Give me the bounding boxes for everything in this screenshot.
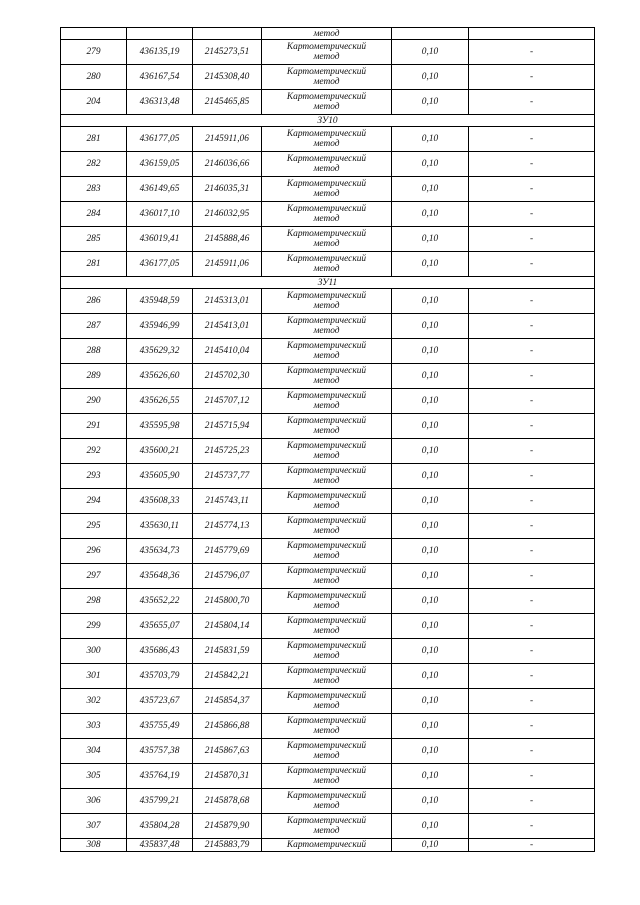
- cell-accuracy: 0,10: [392, 289, 469, 314]
- cell-accuracy: 0,10: [392, 314, 469, 339]
- method-line-2: метод: [313, 264, 340, 274]
- method-line-2: метод: [313, 451, 340, 461]
- cell-method: [262, 489, 392, 514]
- cell-method: [262, 714, 392, 739]
- cell-extra: -: [469, 689, 595, 714]
- cell-point-number: 296: [61, 539, 127, 564]
- cell-y: 2146035,31: [193, 177, 262, 202]
- method-line-2: метод: [313, 401, 340, 411]
- cell-accuracy: 0,10: [392, 364, 469, 389]
- cell-extra: -: [469, 464, 595, 489]
- cell-extra: -: [469, 589, 595, 614]
- cell-point-number: 301: [61, 664, 127, 689]
- method-line-2: метод: [313, 301, 340, 311]
- cell-x: 435629,32: [127, 339, 193, 364]
- cell-point-number: 291: [61, 414, 127, 439]
- method-line-1: Картометрический: [286, 791, 367, 801]
- section-title-row: [61, 277, 595, 289]
- cell-point-number: 280: [61, 65, 127, 90]
- cell-extra: -: [469, 90, 595, 115]
- method-line-2: метод: [313, 426, 340, 436]
- cell-point-number: 285: [61, 227, 127, 252]
- cell-extra: -: [469, 65, 595, 90]
- cell-y: 2145867,63: [193, 739, 262, 764]
- cell-method: [262, 514, 392, 539]
- cell-accuracy: 0,10: [392, 227, 469, 252]
- cell-method: [262, 389, 392, 414]
- method-line-1: Картометрический: [286, 416, 367, 426]
- cell-accuracy: 0,10: [392, 714, 469, 739]
- cell-method: [262, 252, 392, 277]
- cell-accuracy: [392, 28, 469, 40]
- cell-extra: -: [469, 314, 595, 339]
- cell-method: [262, 289, 392, 314]
- coordinates-table: [60, 27, 595, 852]
- cell-y: 2145779,69: [193, 539, 262, 564]
- method-line-1: Картометрический: [286, 591, 367, 601]
- cell-point-number: 283: [61, 177, 127, 202]
- method-line-1: Картометрический: [286, 641, 367, 651]
- cell-accuracy: 0,10: [392, 539, 469, 564]
- method-line-2: метод: [313, 501, 340, 511]
- method-line-2: метод: [313, 189, 340, 199]
- cell-y: 2145870,31: [193, 764, 262, 789]
- method-line-1: Картометрический: [286, 766, 367, 776]
- cell-accuracy: 0,10: [392, 514, 469, 539]
- cell-y: 2145725,23: [193, 439, 262, 464]
- cell-point-number: 282: [61, 152, 127, 177]
- cell-extra: -: [469, 714, 595, 739]
- cell-accuracy: 0,10: [392, 414, 469, 439]
- method-line-2: метод: [313, 77, 340, 87]
- cell-y: 2145743,11: [193, 489, 262, 514]
- table-row: [61, 439, 595, 464]
- cell-accuracy: 0,10: [392, 389, 469, 414]
- cell-extra: -: [469, 152, 595, 177]
- cell-y: 2145707,12: [193, 389, 262, 414]
- cell-x: 436177,05: [127, 252, 193, 277]
- cell-point-number: 281: [61, 127, 127, 152]
- cell-extra: -: [469, 814, 595, 839]
- method-line-1: Картометрический: [286, 691, 367, 701]
- method-line-2: метод: [313, 139, 340, 149]
- cell-method: [262, 689, 392, 714]
- method-line-2: метод: [313, 476, 340, 486]
- cell-y: 2145804,14: [193, 614, 262, 639]
- cell-x: 435630,11: [127, 514, 193, 539]
- method-line-2: метод: [313, 776, 340, 786]
- method-line-1: Картометрический: [286, 42, 367, 52]
- cell-y: 2145273,51: [193, 40, 262, 65]
- cell-y: 2145878,68: [193, 789, 262, 814]
- cell-extra: -: [469, 177, 595, 202]
- cell-accuracy: 0,10: [392, 127, 469, 152]
- table-row: [61, 127, 595, 152]
- cell-extra: [469, 28, 595, 40]
- cell-method: [262, 739, 392, 764]
- cell-x: 435757,38: [127, 739, 193, 764]
- cell-accuracy: 0,10: [392, 65, 469, 90]
- cell-method: [262, 664, 392, 689]
- method-line-1: Картометрический: [286, 816, 367, 826]
- table-row: [61, 514, 595, 539]
- method-line-2: метод: [313, 376, 340, 386]
- cell-y: 2145796,07: [193, 564, 262, 589]
- cell-y: 2145313,01: [193, 289, 262, 314]
- cell-accuracy: 0,10: [392, 202, 469, 227]
- cell-extra: -: [469, 839, 595, 852]
- cell-extra: -: [469, 389, 595, 414]
- cell-point-number: 298: [61, 589, 127, 614]
- cell-x: 435626,55: [127, 389, 193, 414]
- cell-accuracy: 0,10: [392, 664, 469, 689]
- cell-point-number: 307: [61, 814, 127, 839]
- method-line-1: Картометрический: [286, 666, 367, 676]
- table-row: [61, 202, 595, 227]
- method-line-2: метод: [313, 526, 340, 536]
- table-row: [61, 764, 595, 789]
- cell-accuracy: 0,10: [392, 689, 469, 714]
- cell-method: [262, 789, 392, 814]
- cell-method: [262, 177, 392, 202]
- cell-x: 435948,59: [127, 289, 193, 314]
- method-line-2: метод: [313, 726, 340, 736]
- method-line-1: Картометрический: [286, 441, 367, 451]
- continuation-row: [61, 28, 595, 40]
- cell-point-number: 294: [61, 489, 127, 514]
- method-line-2: метод: [313, 102, 340, 112]
- cell-extra: -: [469, 252, 595, 277]
- cell-x: 436177,05: [127, 127, 193, 152]
- cell-method: [262, 227, 392, 252]
- table-row: [61, 814, 595, 839]
- cell-accuracy: 0,10: [392, 814, 469, 839]
- cell-y: 2146032,95: [193, 202, 262, 227]
- cell-accuracy: 0,10: [392, 639, 469, 664]
- cell-y: 2145715,94: [193, 414, 262, 439]
- method-line-2: метод: [313, 164, 340, 174]
- cell-extra: -: [469, 764, 595, 789]
- table-row: [61, 389, 595, 414]
- method-line-1: Картометрический: [286, 466, 367, 476]
- cell-point-number: 281: [61, 252, 127, 277]
- cell-accuracy: 0,10: [392, 252, 469, 277]
- cell-accuracy: 0,10: [392, 789, 469, 814]
- cell-x: 435946,99: [127, 314, 193, 339]
- table-row: [61, 464, 595, 489]
- cell-method: [262, 127, 392, 152]
- cell-method: [262, 152, 392, 177]
- cell-point-number: 292: [61, 439, 127, 464]
- method-line-2: метод: [313, 351, 340, 361]
- cell-point-number: 305: [61, 764, 127, 789]
- cell-x: 435600,21: [127, 439, 193, 464]
- cell-point-number: 297: [61, 564, 127, 589]
- cell-method: [262, 314, 392, 339]
- cell-method: метод: [262, 28, 392, 40]
- cell-accuracy: 0,10: [392, 339, 469, 364]
- table-row: [61, 289, 595, 314]
- cell-point-number: 295: [61, 514, 127, 539]
- table-row: [61, 364, 595, 389]
- cell-point-number: 289: [61, 364, 127, 389]
- cell-accuracy: 0,10: [392, 40, 469, 65]
- table-row: [61, 177, 595, 202]
- cell-point-number: 303: [61, 714, 127, 739]
- cell-method: [262, 414, 392, 439]
- cell-accuracy: 0,10: [392, 439, 469, 464]
- cell-x: 436019,41: [127, 227, 193, 252]
- cell-y: 2145866,88: [193, 714, 262, 739]
- cell-accuracy: 0,10: [392, 764, 469, 789]
- cell-x: 435652,22: [127, 589, 193, 614]
- cell-x: 436167,54: [127, 65, 193, 90]
- cell-extra: -: [469, 40, 595, 65]
- table-row: [61, 739, 595, 764]
- cell-accuracy: 0,10: [392, 489, 469, 514]
- cell-point-number: 306: [61, 789, 127, 814]
- table-row: [61, 589, 595, 614]
- cell-extra: -: [469, 564, 595, 589]
- cell-y: 2145888,46: [193, 227, 262, 252]
- cell-method: [262, 439, 392, 464]
- cell-point-number: 299: [61, 614, 127, 639]
- method-line-1: Картометрический: [286, 291, 367, 301]
- cell-y: 2145911,06: [193, 127, 262, 152]
- cell-y: 2146036,66: [193, 152, 262, 177]
- cell-extra: -: [469, 127, 595, 152]
- cell-method: [262, 339, 392, 364]
- method-line-2: метод: [313, 52, 340, 62]
- cell-y: 2145831,59: [193, 639, 262, 664]
- cell-method: [262, 564, 392, 589]
- cell-extra: -: [469, 439, 595, 464]
- cell-extra: -: [469, 414, 595, 439]
- cell-x: 435804,28: [127, 814, 193, 839]
- table-row: [61, 40, 595, 65]
- table-row: [61, 90, 595, 115]
- cell-accuracy: 0,10: [392, 464, 469, 489]
- cell-point-number: 290: [61, 389, 127, 414]
- cell-x: 436149,65: [127, 177, 193, 202]
- cell-accuracy: 0,10: [392, 152, 469, 177]
- method-line-2: метод: [313, 626, 340, 636]
- cell-point-number: 286: [61, 289, 127, 314]
- table-row: [61, 714, 595, 739]
- method-line-1: Картометрический: [286, 616, 367, 626]
- cell-point-number: 308: [61, 839, 127, 852]
- cell-method: [262, 614, 392, 639]
- method-line-2: метод: [313, 326, 340, 336]
- cell-accuracy: 0,10: [392, 739, 469, 764]
- cell-extra: -: [469, 489, 595, 514]
- cell-y: 2145413,01: [193, 314, 262, 339]
- table-row: [61, 252, 595, 277]
- table-row: [61, 539, 595, 564]
- table-row: [61, 639, 595, 664]
- method-line-1: Картометрический: [286, 516, 367, 526]
- cell-y: 2145879,90: [193, 814, 262, 839]
- cell-x: 435626,60: [127, 364, 193, 389]
- cell-y: 2145702,30: [193, 364, 262, 389]
- cell-x: 435634,73: [127, 539, 193, 564]
- cell-y: 2145854,37: [193, 689, 262, 714]
- cell-method: [262, 202, 392, 227]
- cell-point-number: 302: [61, 689, 127, 714]
- cell-method: [262, 40, 392, 65]
- cell-x: 436159,05: [127, 152, 193, 177]
- cell-x: 435837,48: [127, 839, 193, 852]
- section-title-row: [61, 115, 595, 127]
- method-line-1: Картометрический: [286, 129, 367, 139]
- coordinates-table-body: [61, 28, 595, 852]
- method-line-1: Картометрический: [286, 541, 367, 551]
- cell-point-number: 293: [61, 464, 127, 489]
- cell-x: 435648,36: [127, 564, 193, 589]
- method-line-1: Картометрический: [286, 154, 367, 164]
- cell-method: [262, 764, 392, 789]
- section-title: ЗУ11: [61, 277, 595, 289]
- cell-y: 2145737,77: [193, 464, 262, 489]
- cell-method: [262, 464, 392, 489]
- cell-x: 436017,10: [127, 202, 193, 227]
- cell-x: 435655,07: [127, 614, 193, 639]
- cell-method: [262, 65, 392, 90]
- cell-method: [262, 814, 392, 839]
- cell-accuracy: 0,10: [392, 564, 469, 589]
- cell-y: 2145774,13: [193, 514, 262, 539]
- cell-y: [193, 28, 262, 40]
- cell-accuracy: 0,10: [392, 614, 469, 639]
- method-line-2: метод: [313, 551, 340, 561]
- table-row: [61, 789, 595, 814]
- cell-extra: -: [469, 289, 595, 314]
- method-line-2: метод: [313, 826, 340, 836]
- cell-method: [262, 589, 392, 614]
- cell-y: 2145465,85: [193, 90, 262, 115]
- cell-method: [262, 639, 392, 664]
- table-row: [61, 614, 595, 639]
- table-row: [61, 564, 595, 589]
- method-line-2: метод: [313, 676, 340, 686]
- cell-extra: -: [469, 639, 595, 664]
- method-line-2: метод: [313, 651, 340, 661]
- method-line-1: Картометрический: [286, 92, 367, 102]
- cell-accuracy: 0,10: [392, 90, 469, 115]
- cell-extra: -: [469, 339, 595, 364]
- cell-x: [127, 28, 193, 40]
- cell-x: 435686,43: [127, 639, 193, 664]
- cell-point-number: 204: [61, 90, 127, 115]
- cell-point-number: [61, 28, 127, 40]
- cell-x: 436313,48: [127, 90, 193, 115]
- cell-y: 2145883,79: [193, 839, 262, 852]
- cell-x: 435703,79: [127, 664, 193, 689]
- method-line-2: метод: [313, 239, 340, 249]
- cell-x: 435764,19: [127, 764, 193, 789]
- cell-extra: -: [469, 664, 595, 689]
- table-row: [61, 339, 595, 364]
- cell-point-number: 279: [61, 40, 127, 65]
- cell-method: Картометрический: [262, 839, 392, 852]
- method-line-1: Картометрический: [286, 491, 367, 501]
- cell-point-number: 300: [61, 639, 127, 664]
- cell-point-number: 284: [61, 202, 127, 227]
- method-line-1: Картометрический: [286, 366, 367, 376]
- method-line-1: Картометрический: [286, 67, 367, 77]
- cell-y: 2145410,04: [193, 339, 262, 364]
- cell-extra: -: [469, 364, 595, 389]
- table-row: [61, 152, 595, 177]
- table-row: [61, 227, 595, 252]
- method-line-2: метод: [313, 701, 340, 711]
- method-line-1: Картометрический: [286, 316, 367, 326]
- cell-accuracy: 0,10: [392, 839, 469, 852]
- cell-method: [262, 539, 392, 564]
- table-row-last: [61, 839, 595, 852]
- cell-extra: -: [469, 202, 595, 227]
- method-line-1: Картометрический: [286, 341, 367, 351]
- table-row: [61, 65, 595, 90]
- table-row: [61, 414, 595, 439]
- cell-extra: -: [469, 789, 595, 814]
- method-line-2: метод: [313, 751, 340, 761]
- cell-x: 435608,33: [127, 489, 193, 514]
- cell-x: 435605,90: [127, 464, 193, 489]
- cell-method: [262, 90, 392, 115]
- cell-x: 435755,49: [127, 714, 193, 739]
- method-line-2: метод: [313, 601, 340, 611]
- method-line-2: метод: [313, 214, 340, 224]
- cell-accuracy: 0,10: [392, 177, 469, 202]
- table-row: [61, 314, 595, 339]
- method-line-1: Картометрический: [286, 716, 367, 726]
- method-line-1: Картометрический: [286, 204, 367, 214]
- table-row: [61, 689, 595, 714]
- table-row: [61, 664, 595, 689]
- method-line-1: Картометрический: [286, 179, 367, 189]
- cell-x: 435799,21: [127, 789, 193, 814]
- method-line-1: Картометрический: [286, 391, 367, 401]
- cell-extra: -: [469, 739, 595, 764]
- method-line-1: Картометрический: [286, 566, 367, 576]
- cell-extra: -: [469, 227, 595, 252]
- cell-y: 2145911,06: [193, 252, 262, 277]
- cell-y: 2145842,21: [193, 664, 262, 689]
- table-row: [61, 489, 595, 514]
- cell-x: 436135,19: [127, 40, 193, 65]
- cell-extra: -: [469, 539, 595, 564]
- cell-y: 2145308,40: [193, 65, 262, 90]
- cell-x: 435595,98: [127, 414, 193, 439]
- cell-x: 435723,67: [127, 689, 193, 714]
- cell-accuracy: 0,10: [392, 589, 469, 614]
- method-line-2: метод: [313, 576, 340, 586]
- cell-point-number: 288: [61, 339, 127, 364]
- section-title: ЗУ10: [61, 115, 595, 127]
- method-line-1: Картометрический: [286, 229, 367, 239]
- method-line-1: Картометрический: [286, 741, 367, 751]
- cell-extra: -: [469, 614, 595, 639]
- method-line-1: Картометрический: [286, 254, 367, 264]
- cell-point-number: 304: [61, 739, 127, 764]
- method-line-2: метод: [313, 801, 340, 811]
- cell-extra: -: [469, 514, 595, 539]
- cell-y: 2145800,70: [193, 589, 262, 614]
- cell-method: [262, 364, 392, 389]
- cell-point-number: 287: [61, 314, 127, 339]
